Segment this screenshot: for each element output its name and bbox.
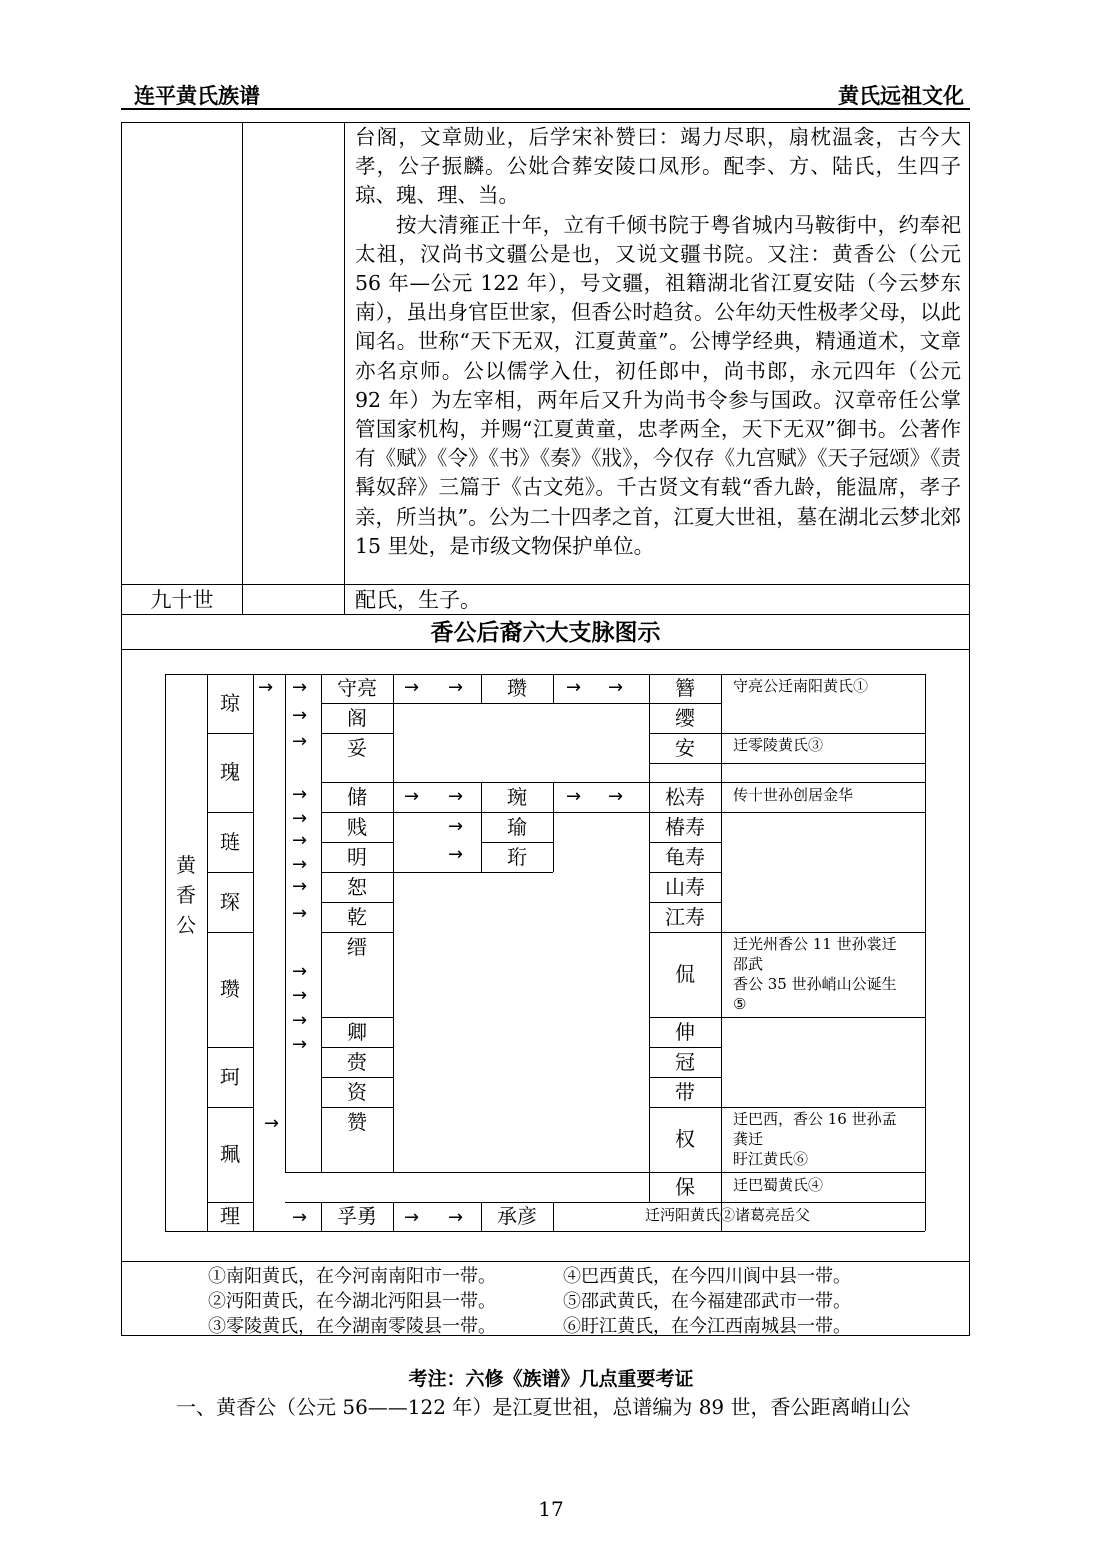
middle-name: 瓒: [507, 676, 527, 700]
son-name: 瓒: [220, 977, 240, 1001]
arrow-icon: →: [566, 786, 582, 807]
arrow-icon: →: [292, 731, 308, 752]
diagram-note: 迁光州香公 11 世孙裳迁 邵武 香公 35 世孙峭山公诞生 ⑤: [733, 935, 897, 1013]
descendant-name: 山寿: [665, 875, 705, 899]
son-name: 珮: [220, 1142, 240, 1166]
son-name: 瑰: [220, 760, 240, 784]
descendant-name: 冠: [675, 1050, 695, 1074]
arrow-icon: →: [292, 677, 308, 698]
arrow-icon: →: [404, 786, 420, 807]
section-title: 香公后裔六大支脉图示: [430, 620, 661, 646]
research-notes-title: 考注：六修《族谱》几点重要考证: [408, 1368, 694, 1390]
diagram-note: 迁零陵黄氏③: [733, 736, 824, 754]
header-rule: [121, 108, 970, 110]
arrow-icon: →: [404, 1207, 420, 1228]
grandson-name: 阁: [347, 706, 367, 730]
header-left-title: 连平黄氏族谱: [134, 84, 260, 108]
descendant-name: 侃: [675, 962, 695, 986]
grandson-name: 储: [347, 785, 367, 809]
arrow-icon: →: [608, 677, 624, 698]
middle-name: 珩: [507, 845, 527, 869]
table-divider: [344, 122, 345, 614]
descendant-name: 安: [675, 736, 695, 760]
diagram-note: 传十世孙创居金华: [733, 786, 854, 804]
arrow-icon: →: [292, 1010, 308, 1031]
grandson-name: 缙: [347, 935, 367, 959]
table-divider: [121, 1261, 970, 1262]
arrow-icon: →: [292, 1207, 308, 1228]
arrow-icon: →: [292, 1034, 308, 1055]
ancestor-char: 香: [176, 883, 196, 907]
descendant-name: 带: [675, 1080, 695, 1104]
diagram-note: 迁巴蜀黄氏④: [733, 1176, 824, 1194]
descendant-name: 保: [675, 1175, 695, 1199]
table-divider: [121, 584, 970, 585]
ancestor-char: 公: [176, 913, 196, 937]
son-name: 珂: [220, 1065, 240, 1089]
biography-text: [355, 123, 961, 561]
arrow-icon: →: [292, 961, 308, 982]
arrow-icon: →: [292, 808, 308, 829]
descendant-name: 簪: [675, 676, 695, 700]
arrow-icon: →: [448, 816, 464, 837]
table-divider: [121, 614, 970, 615]
arrow-icon: →: [292, 854, 308, 875]
diagram-note: 迁沔阳黄氏②诸葛亮岳父: [645, 1206, 811, 1224]
grandson-name: 明: [347, 845, 367, 869]
generation-text: 配氏，生子。: [355, 588, 481, 612]
son-name: 琛: [220, 890, 240, 914]
footnote: ⑤邵武黄氏，在今福建邵武市一带。: [563, 1291, 851, 1312]
arrow-icon: →: [292, 830, 308, 851]
arrow-icon: →: [566, 677, 582, 698]
research-notes-text: 一、黄香公（公元 56——122 年）是江夏世祖，总谱编为 89 世，香公距离峭山公: [176, 1395, 911, 1419]
diagram-note: 守亮公迁南阳黄氏①: [733, 677, 869, 695]
grandson-name: 恕: [347, 875, 367, 899]
grandson-name: 乾: [347, 905, 367, 929]
grandson-name: 卿: [347, 1020, 367, 1044]
son-name: 琏: [220, 830, 240, 854]
grandson-name: 资: [347, 1080, 367, 1104]
grandson-name: 赍: [347, 1050, 367, 1074]
arrow-icon: →: [608, 786, 624, 807]
footnote: ④巴西黄氏，在今四川阆中县一带。: [563, 1266, 851, 1287]
arrow-icon: →: [264, 1113, 280, 1134]
descendant-name: 松寿: [665, 785, 705, 809]
middle-name: 琬: [507, 785, 527, 809]
grandson-name: 守亮: [337, 676, 377, 700]
header-right-title: 黄氏远祖文化: [838, 84, 964, 108]
footnote: ③零陵黄氏，在今湖南零陵县一带。: [208, 1316, 496, 1337]
descendant-name: 龟寿: [665, 845, 705, 869]
arrow-icon: →: [292, 985, 308, 1006]
footnote: ①南阳黄氏，在今河南南阳市一带。: [208, 1266, 496, 1287]
middle-name: 瑜: [507, 815, 527, 839]
ancestor-char: 黄: [176, 853, 196, 877]
table-divider: [242, 122, 243, 614]
arrow-icon: →: [292, 876, 308, 897]
grandson-name: 贱: [347, 815, 367, 839]
footnote: ⑥盱江黄氏，在今江西南城县一带。: [563, 1316, 851, 1337]
table-divider: [121, 649, 970, 650]
grandson-name: 妥: [347, 736, 367, 760]
footnote: ②沔阳黄氏，在今湖北沔阳县一带。: [208, 1291, 496, 1312]
arrow-icon: →: [258, 677, 274, 698]
descendant-name: 缨: [675, 706, 695, 730]
grandson-name: 孚勇: [337, 1204, 377, 1228]
descendant-name: 权: [675, 1127, 695, 1151]
diagram-note: 迁巴西，香公 16 世孙孟 龚迁 盱江黄氏⑥: [733, 1110, 897, 1168]
arrow-icon: →: [292, 784, 308, 805]
descendant-name: 江寿: [665, 905, 705, 929]
descendant-name: 伸: [675, 1020, 695, 1044]
descendant-name: 椿寿: [665, 815, 705, 839]
biography-paragraph: 台阁，文章勋业，后学宋补赞曰：竭力尽职，扇枕温衾，古今大孝，公子振麟。公妣合葬安陵口凤形。配李、方、陆氏，生四子琼、瑰、理、当。: [355, 125, 961, 208]
arrow-icon: →: [448, 844, 464, 865]
middle-name: 承彦: [497, 1204, 537, 1228]
son-name: 琼: [220, 691, 240, 715]
grandson-name: 赞: [347, 1110, 367, 1134]
page-number: 17: [538, 1497, 564, 1521]
biography-paragraph: 按大清雍正十年，立有千倾书院于粤省城内马鞍街中，约奉祀太祖，汉尚书文疆公是也，又说文疆书院。又注：黄香公（公元 56 年—公元 122 年），号文疆，祖籍湖北省江夏安陆（今云梦东南），虽出身官臣世家，但香公时趋贫。公年幼天性极孝父母，以此闻名。世称“天下无双，江夏黄童”。公博学经典，精通道术，文章亦名京师。公以儒学入仕，初任郎中，尚书郎，永元四年（公元 92 年）为左宰相，两年后又升为尚书令参与国政。汉章帝任公掌管国家机构，并赐“江夏黄童，忠孝两全，天下无双”御书。公著作有《赋》《令》《书》《奏》《戕》，今仅存《九宫赋》《天子冠颂》《责髯奴辞》三篇于《古文苑》。千古贤文有载“香九龄，能温席，孝子亲，所当执”。公为二十四孝之首，江夏大世祖，墓在湖北云梦北郊 15 里处，是市级文物保护单位。: [355, 212, 961, 558]
arrow-icon: →: [448, 786, 464, 807]
arrow-icon: →: [292, 903, 308, 924]
arrow-icon: →: [292, 705, 308, 726]
arrow-icon: →: [448, 1207, 464, 1228]
arrow-icon: →: [448, 677, 464, 698]
arrow-icon: →: [404, 677, 420, 698]
son-name: 理: [220, 1204, 240, 1228]
generation-label: 九十世: [150, 588, 214, 612]
